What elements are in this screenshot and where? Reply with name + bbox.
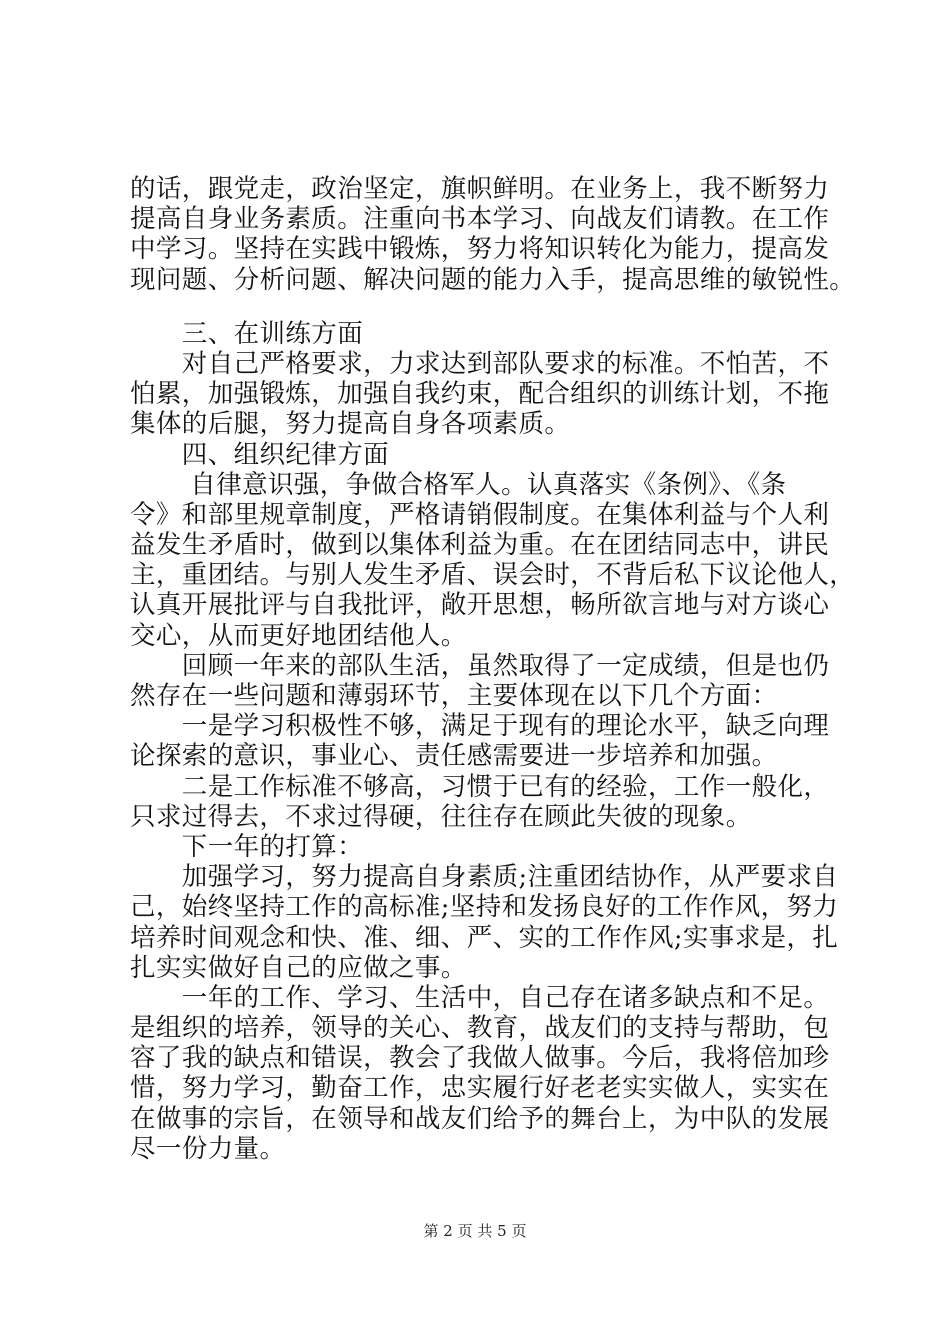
text-line: 自律意识强，争做合格军人。认真落实《条例》、《条 bbox=[130, 469, 787, 500]
text-line: 惜，努力学习，勤奋工作，忠实履行好老老实实做人，实实在 bbox=[130, 1073, 830, 1104]
text-line: 在做事的宗旨，在领导和战友们给予的舞台上，为中队的发展 bbox=[130, 1103, 830, 1134]
paragraph-gap bbox=[130, 295, 850, 319]
section-heading-training: 三、在训练方面 bbox=[130, 318, 364, 349]
document-body bbox=[130, 174, 856, 1164]
text-line: 只求过得去，不求过得硬，往往存在顾此失彼的现象。 bbox=[130, 801, 752, 832]
text-line: 加强学习，努力提高自身素质;注重团结协作，从严要求自 bbox=[130, 862, 839, 893]
text-line: 交心，从而更好地团结他人。 bbox=[130, 620, 467, 651]
text-line: 二是工作标准不够高，习惯于已有的经验，工作一般化， bbox=[130, 771, 830, 802]
text-line: 提高自身业务素质。注重向书本学习、向战友们请教。在工作 bbox=[130, 204, 830, 235]
text-line: 中学习。坚持在实践中锻炼，努力将知识转化为能力，提高发 bbox=[130, 234, 830, 265]
text-line: 益发生矛盾时，做到以集体利益为重。在在团结同志中，讲民 bbox=[130, 530, 830, 561]
section-heading-plan: 下一年的打算： bbox=[130, 831, 364, 862]
text-line: 培养时间观念和快、准、细、严、实的工作作风;实事求是，扎 bbox=[130, 922, 839, 953]
text-line: 的话，跟党走，政治坚定，旗帜鲜明。在业务上，我不断努力 bbox=[130, 174, 830, 204]
text-line: 己，始终坚持工作的高标准;坚持和发扬良好的工作作风，努力 bbox=[130, 892, 839, 923]
text-line: 一年的工作、学习、生活中，自己存在诸多缺点和不足。 bbox=[130, 982, 830, 1013]
text-line: 令》和部里规章制度，严格请销假制度。在集体利益与个人利 bbox=[130, 499, 830, 530]
text-line: 认真开展批评与自我批评，敞开思想，畅所欲言地与对方谈心 bbox=[130, 590, 830, 621]
text-line: 是组织的培养，领导的关心、教育，战友们的支持与帮助，包 bbox=[130, 1013, 830, 1044]
text-line: 对自己严格要求，力求达到部队要求的标准。不怕苦，不 bbox=[130, 348, 830, 379]
text-line: 集体的后腿，努力提高自身各项素质。 bbox=[130, 409, 571, 440]
text-line: 尽一份力量。 bbox=[130, 1133, 286, 1164]
text-line: 现问题、分析问题、解决问题的能力入手，提高思维的敏锐性。 bbox=[130, 264, 856, 295]
section-heading-discipline: 四、组织纪律方面 bbox=[130, 439, 390, 470]
text-line: 回顾一年来的部队生活，虽然取得了一定成绩，但是也仍 bbox=[130, 650, 830, 681]
text-line: 论探索的意识，事业心、责任感需要进一步培养和加强。 bbox=[130, 741, 778, 772]
page-number-footer: 第 2 页 共 5 页 bbox=[423, 1222, 527, 1240]
text-line: 容了我的缺点和错误，教会了我做人做事。今后，我将倍加珍 bbox=[130, 1043, 830, 1074]
text-line: 扎实实做好自己的应做之事。 bbox=[130, 952, 467, 983]
text-line: 一是学习积极性不够，满足于现有的理论水平，缺乏向理 bbox=[130, 711, 830, 742]
text-line: 然存在一些问题和薄弱环节，主要体现在以下几个方面： bbox=[130, 681, 778, 711]
text-line: 主，重团结。与别人发生矛盾、误会时，不背后私下议论他人， bbox=[130, 560, 856, 591]
text-line: 怕累，加强锻炼，加强自我约束，配合组织的训练计划，不拖 bbox=[130, 379, 830, 410]
